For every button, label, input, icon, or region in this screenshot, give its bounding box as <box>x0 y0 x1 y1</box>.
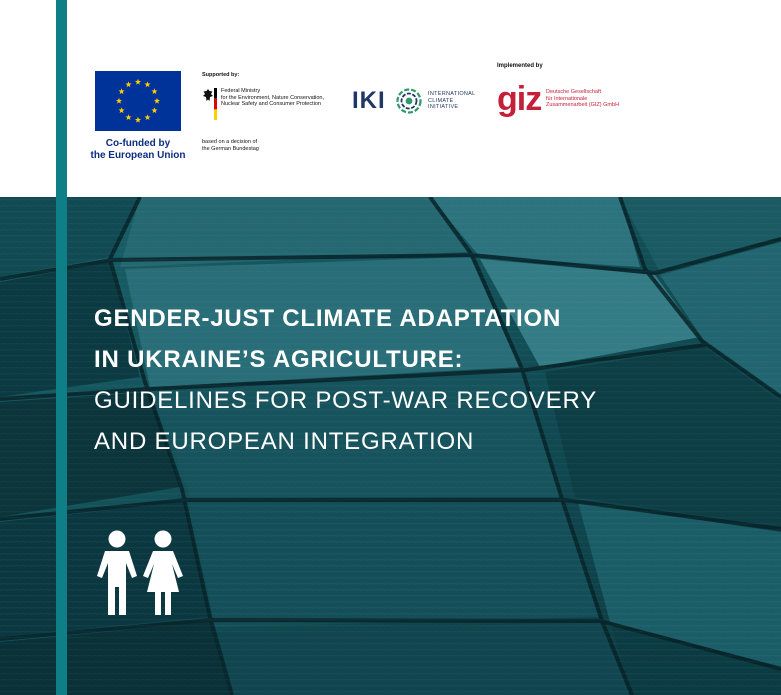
giz-line1: Deutsche Gesellschaft <box>546 89 602 95</box>
bmu-decision-line2: the German Bundestag <box>202 145 259 152</box>
accent-bar <box>56 0 67 695</box>
title-line2: IN UKRAINE’S AGRICULTURE: <box>94 346 464 373</box>
iki-emblem-icon <box>396 88 422 114</box>
man-and-woman-icon <box>95 530 187 616</box>
man-figure-icon <box>97 531 137 616</box>
bmu-ministry-name <box>221 88 324 108</box>
giz-full-name <box>546 89 619 109</box>
eu-cofunded-caption <box>86 138 190 162</box>
iki-line3: INITIATIVE <box>428 104 459 111</box>
giz-line2: für Internationale <box>546 95 588 102</box>
iki-line1: INTERNATIONAL <box>428 91 476 97</box>
german-flag-stripe <box>214 88 217 120</box>
eu-caption-line2: the European Union <box>90 150 186 161</box>
subtitle-line1: GUIDELINES FOR POST-WAR RECOVERY <box>94 387 598 414</box>
federal-eagle-icon <box>203 89 213 103</box>
subtitle-line2: AND EUROPEAN INTEGRATION <box>94 428 475 455</box>
eu-flag-icon <box>95 71 181 131</box>
iki-line2: CLIMATE <box>428 97 454 104</box>
giz-implemented-by: Implemented by <box>497 63 543 69</box>
woman-figure-icon <box>143 531 183 616</box>
iki-wordmark: IKI <box>352 87 386 114</box>
bmu-decision-note <box>202 139 259 152</box>
giz-line3: Zusammenarbeit (GIZ) GmbH <box>546 102 620 109</box>
bmu-line2: for the Environment, Nature Conservation, <box>221 94 325 101</box>
giz-wordmark: giz <box>497 80 542 118</box>
cover-title <box>94 298 714 462</box>
bmu-decision-line1: based on a decision of <box>202 139 258 145</box>
title-line1: GENDER-JUST CLIMATE ADAPTATION <box>94 305 562 332</box>
iki-full-name <box>428 91 476 111</box>
bmu-line1: Federal Ministry <box>221 88 261 94</box>
bmu-line3: Nuclear Safety and Consumer Protection <box>221 101 321 108</box>
logo-header <box>0 0 781 197</box>
eu-caption-line1: Co-funded by <box>105 138 171 149</box>
bmu-supported-by: Supported by: <box>202 72 240 78</box>
